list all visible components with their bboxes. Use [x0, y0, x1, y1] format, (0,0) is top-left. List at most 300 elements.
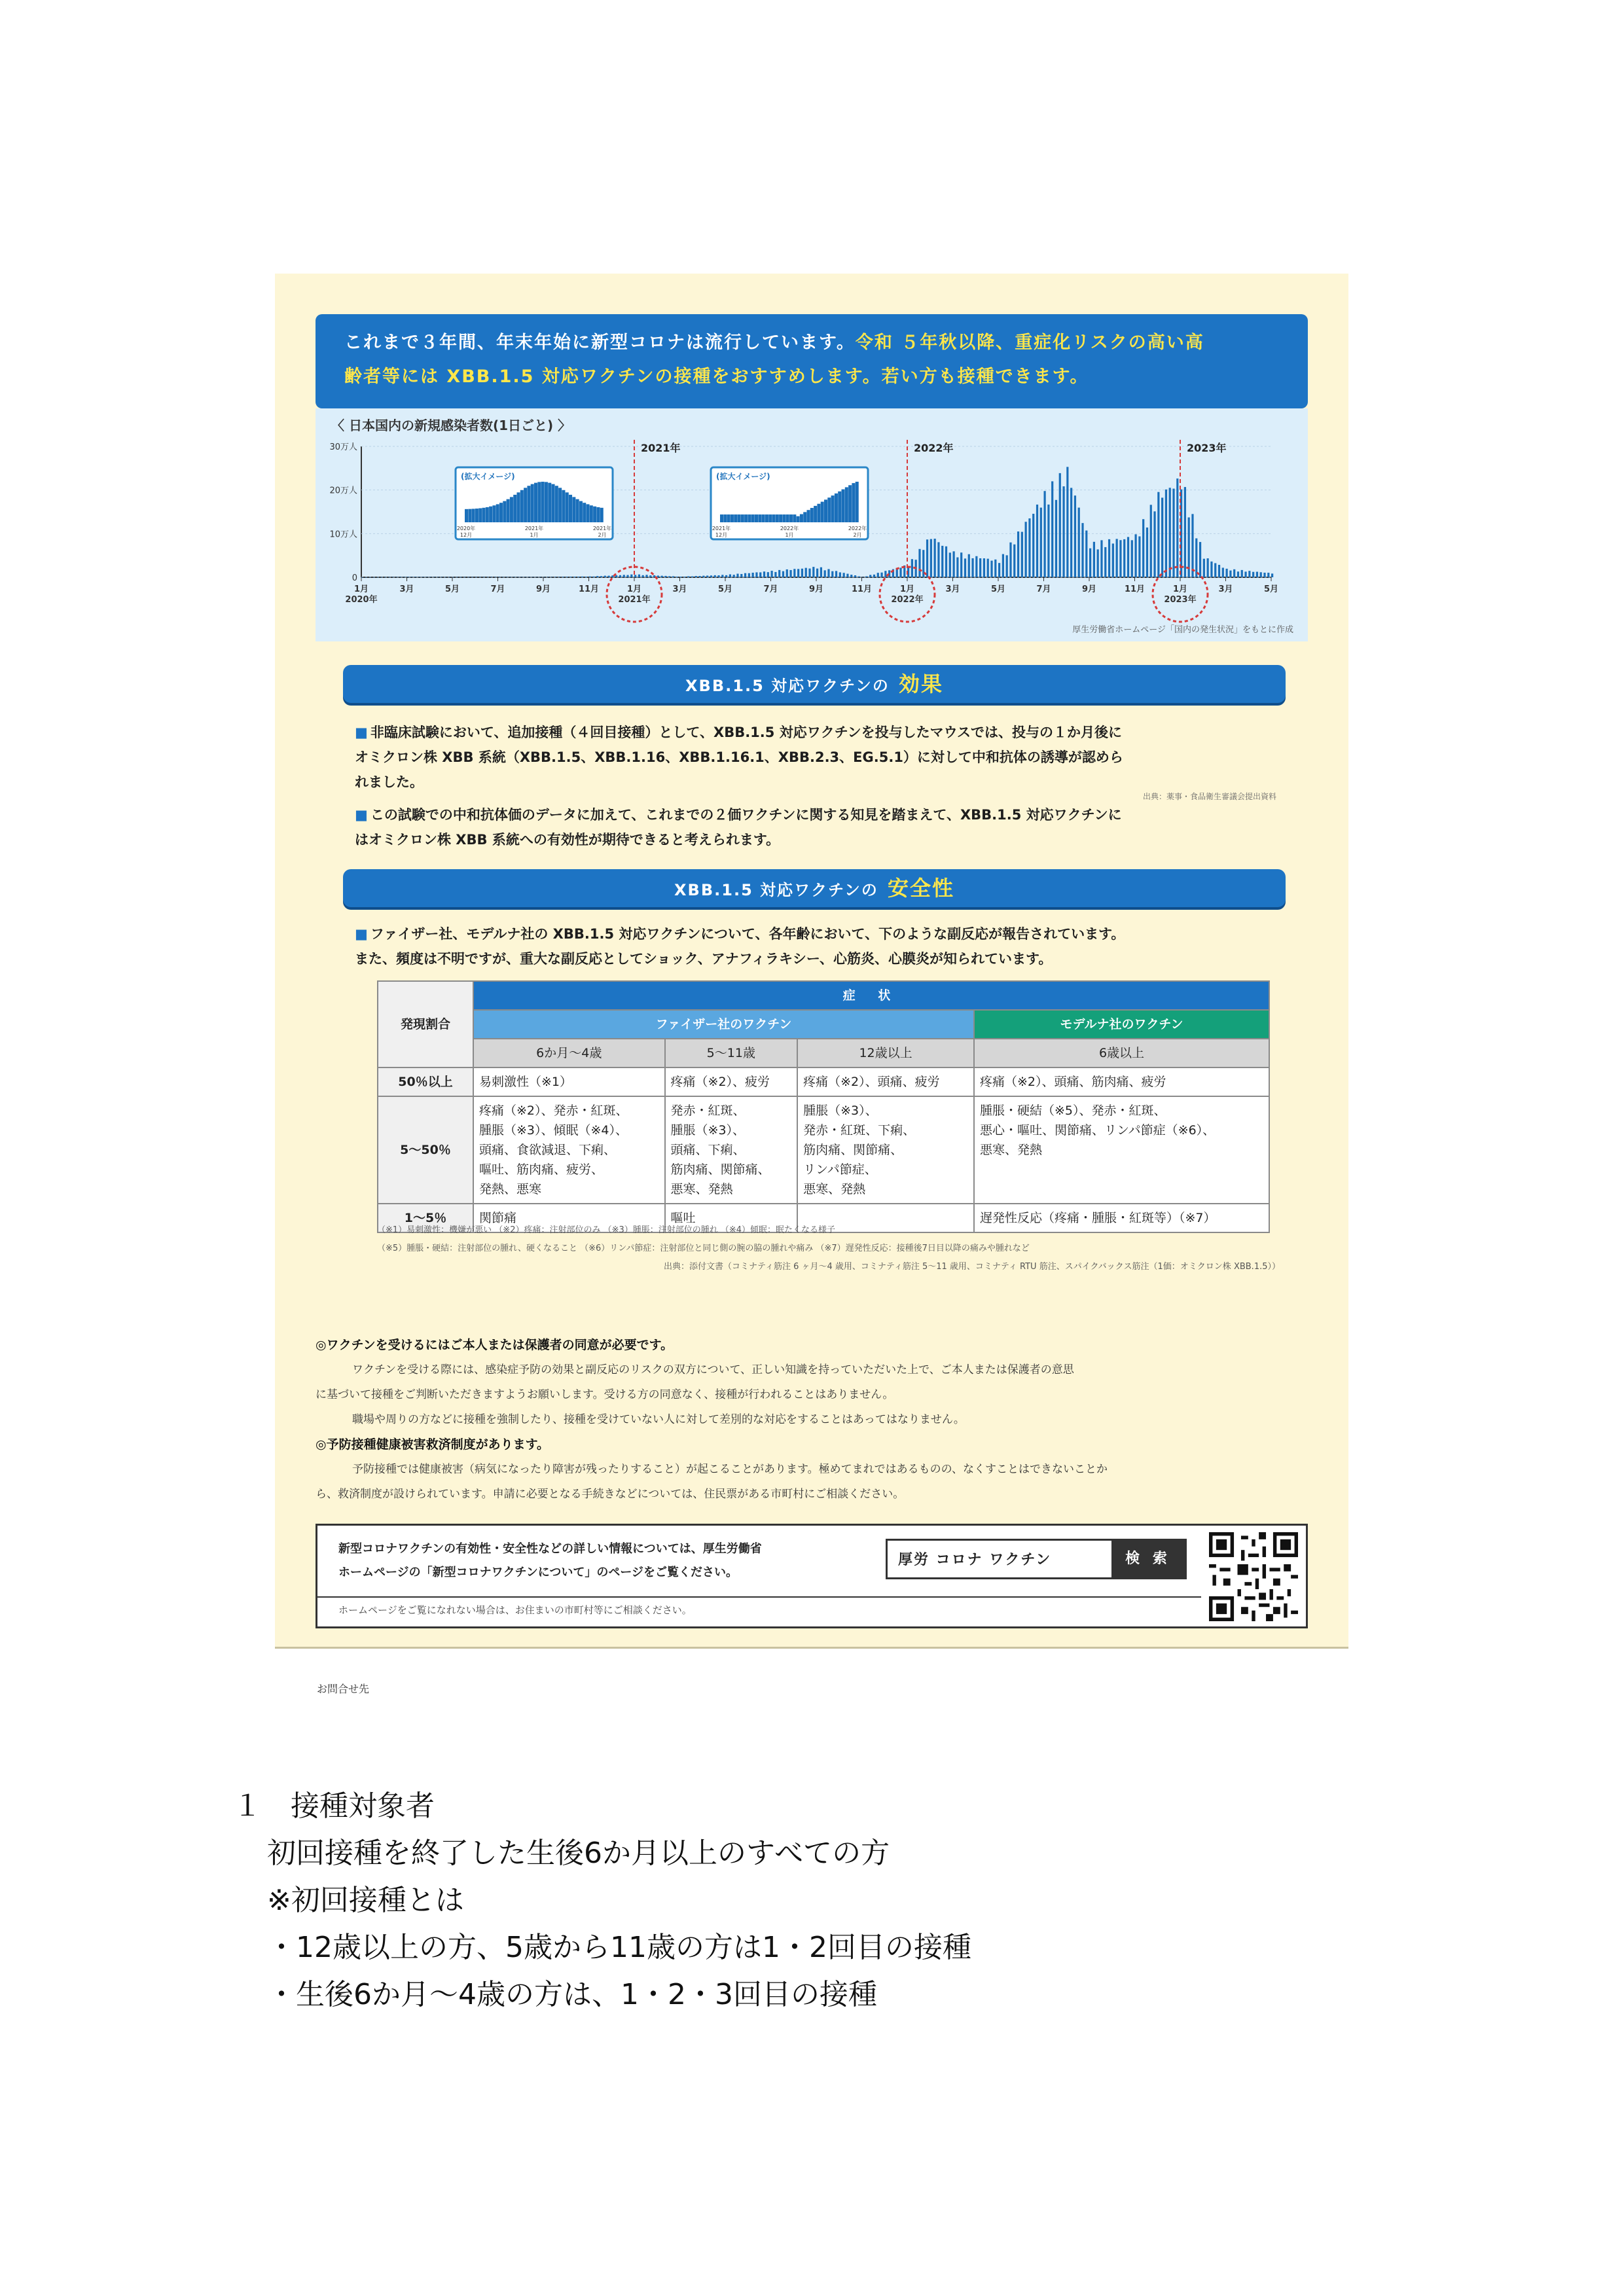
case-bar: [899, 567, 901, 577]
case-bar: [968, 554, 970, 577]
case-bar: [721, 575, 723, 577]
case-bar: [1097, 549, 1099, 577]
case-bar: [869, 575, 871, 577]
case-bar: [759, 572, 761, 577]
inset-2022-bar: [845, 487, 848, 522]
x-tick-label: 2022年: [891, 595, 924, 605]
case-bar: [539, 577, 541, 578]
inset-2022-bar: [824, 499, 827, 522]
case-bar: [388, 577, 390, 578]
inset-2022-bar: [789, 514, 793, 522]
case-bar: [1241, 570, 1243, 577]
case-bar: [824, 570, 826, 577]
rate-cell: 50％以上: [378, 1067, 473, 1096]
case-bar: [729, 575, 731, 577]
case-bar: [1260, 572, 1262, 577]
case-bar: [1169, 488, 1171, 577]
age-header: 5～11歳: [665, 1039, 798, 1067]
case-bar: [1078, 508, 1080, 577]
case-bar: [1017, 531, 1019, 577]
x-tick-label: 1月: [626, 584, 642, 594]
case-bar: [1089, 548, 1091, 577]
case-bar: [801, 569, 803, 577]
case-bar: [1025, 522, 1027, 577]
case-bar: [877, 573, 879, 577]
case-bar: [490, 577, 492, 578]
case-bar: [642, 575, 644, 577]
symptom-cell: 疼痛（※2）、頭痛、疲労: [797, 1067, 974, 1096]
case-bar: [475, 577, 477, 578]
inset-2022-bar: [723, 514, 727, 522]
case-bar: [862, 577, 864, 578]
x-tick-label: 11月: [578, 584, 600, 594]
case-bar: [797, 569, 799, 577]
case-bar: [547, 577, 549, 578]
case-bar: [372, 577, 374, 578]
case-bar: [429, 577, 431, 578]
case-bar: [1055, 500, 1057, 577]
case-bar: [714, 575, 716, 577]
inset-2022-bar: [803, 512, 806, 522]
case-bar: [437, 577, 439, 578]
case-bar: [1009, 543, 1011, 577]
inset-2021-bar: [586, 504, 590, 522]
case-bar: [1104, 547, 1106, 577]
case-bar: [846, 574, 848, 577]
case-bar: [463, 577, 465, 578]
inset-2022-tick: 2021年: [712, 526, 731, 531]
relief-heading: ◎予防接種健康被害救済制度があります。: [316, 1437, 550, 1452]
inset-2021-bar: [534, 483, 537, 522]
symptom-cell: 遅発性反応（疼痛・腫脹・紅斑等）（※7）: [974, 1204, 1269, 1232]
case-bar: [827, 569, 829, 577]
inset-2021-tick: 1月: [530, 532, 539, 538]
x-tick-label: 7月: [490, 584, 505, 594]
inset-2021-bar: [552, 484, 555, 522]
age-header: 12歳以上: [797, 1039, 974, 1067]
x-tick-label: 3月: [672, 584, 687, 594]
info-divider: [317, 1596, 1201, 1598]
x-tick-label: 3月: [399, 584, 414, 594]
inset-2021-bar: [489, 507, 492, 522]
cases-chart-panel: [316, 408, 1308, 641]
case-bar: [1226, 569, 1228, 577]
inset-2021-bar: [566, 492, 569, 522]
inset-2022-bar: [848, 485, 852, 522]
case-bar: [1123, 539, 1125, 577]
case-bar: [668, 576, 670, 577]
safety-p1b: また、頻度は不明ですが、重大な副反応としてショック、アナフィラキシー、心筋炎、心膜炎が知られています。: [355, 951, 1053, 967]
inset-2021-bar: [517, 492, 520, 522]
inset-2021-tick: 2021年: [592, 526, 612, 531]
inset-2022-bar: [831, 495, 835, 522]
inset-2022-bar: [741, 514, 744, 522]
inset-2021-bar: [569, 495, 572, 522]
case-bar: [657, 575, 659, 577]
search-button[interactable]: 検 索: [1111, 1541, 1185, 1577]
case-bar: [1184, 487, 1186, 577]
case-bar: [1176, 478, 1178, 577]
case-bar: [535, 577, 537, 578]
case-bar: [1256, 572, 1258, 577]
case-bar: [1047, 505, 1049, 577]
effect-p1: 非臨床試験において、追加接種（４回目接種）として、XBB.1.5 対応ワクチンを投与したマウスでは、投与の１か月後に: [370, 725, 1123, 740]
case-bar: [1135, 534, 1137, 577]
info-subtext: ホームページをご覧になれない場合は、お住まいの市町村等にご相談ください。: [338, 1604, 692, 1616]
inset-2021-bar: [583, 503, 586, 522]
case-bar: [1172, 489, 1174, 577]
inset-2022-bar: [731, 514, 734, 522]
inset-2021-bar: [541, 482, 545, 522]
inset-2021-bar: [558, 488, 562, 522]
case-bar: [1210, 562, 1212, 577]
case-bar: [1207, 558, 1209, 577]
x-tick-label: 5月: [717, 584, 733, 594]
year-marker-label: 2022年: [914, 442, 954, 454]
case-bar: [941, 546, 943, 577]
case-bar: [1051, 481, 1053, 577]
relief-text-1b: ら、救済制度が設けられています。申請に必要となる手続きなどについては、住民票がある市町村にご相談ください。: [316, 1488, 905, 1501]
case-bar: [880, 573, 882, 577]
case-bar: [1233, 569, 1235, 577]
case-bar: [543, 577, 545, 578]
x-tick-label: 5月: [990, 584, 1006, 594]
case-bar: [748, 573, 750, 577]
inset-2021-bar: [537, 482, 541, 522]
inset-2022-bar: [835, 493, 838, 522]
case-bar: [1161, 497, 1163, 577]
case-bar: [634, 575, 636, 577]
inset-2022-tick: 2022年: [848, 526, 867, 531]
case-bar: [520, 577, 522, 578]
inset-2021-bar: [468, 509, 471, 522]
case-bar: [934, 539, 936, 577]
info-line-2: ホームページの「新型コロナワクチンについて」のページをご覧ください。: [338, 1566, 738, 1579]
case-bar: [501, 577, 503, 578]
case-bar: [376, 577, 378, 578]
case-bar: [661, 576, 663, 577]
y-tick-label: 10万人: [329, 529, 357, 540]
case-bar: [604, 576, 606, 577]
banner-text-3: 齢者等には XBB.1.5 対応ワクチンの接種をおすすめします。若い方も接種できます。: [344, 367, 1089, 387]
safety-header-title: XBB.1.5 対応ワクチンの: [674, 881, 878, 899]
year-marker-label: 2021年: [641, 442, 681, 454]
case-bar: [615, 575, 617, 577]
case-bar: [789, 570, 791, 577]
inset-2022-bar: [817, 504, 820, 522]
inset-2022-bar: [720, 514, 723, 522]
case-bar: [361, 577, 363, 578]
effect-p2b: はオミクロン株 XBB 系統への有効性が期待できると考えられます。: [355, 832, 780, 848]
case-bar: [1195, 539, 1197, 577]
case-bar: [717, 575, 719, 577]
case-bar: [1021, 532, 1023, 577]
case-bar: [990, 561, 992, 577]
side-effects-table: [377, 980, 1270, 1233]
inset-2022-tick: 2月: [853, 532, 862, 538]
case-bar: [812, 567, 814, 577]
case-bar: [1252, 572, 1254, 577]
case-bar: [763, 571, 765, 577]
case-bar: [1229, 571, 1231, 577]
case-bar: [767, 572, 769, 577]
rate-cell: 5～50％: [378, 1096, 473, 1204]
inset-2021-bar: [520, 490, 524, 522]
consent-heading: ◎ワクチンを受けるにはご本人または保護者の同意が必要です。: [316, 1338, 674, 1352]
inset-2022-tick: 12月: [715, 532, 728, 538]
case-bar: [964, 558, 966, 577]
effect-source: 出典：薬事・食品衛生審議会提出資料: [1142, 792, 1276, 801]
eligibility-line-3: ・12歳以上の方、5歳から11歳の方は1・2回目の接種: [267, 1931, 971, 1964]
case-bar: [513, 577, 515, 578]
inset-2021-label: (拡大イメージ): [461, 472, 515, 481]
case-bar: [1214, 563, 1216, 577]
inset-2022-bar: [786, 514, 789, 522]
chart-title: 〈 日本国内の新規感染者数(1日ごと) 〉: [331, 418, 571, 433]
effect-p1b: オミクロン株 XBB 系統（XBB.1.5、XBB.1.16、XBB.1.16.1、XBB.2.3、EG.5.1）に対して中和抗体の誘導が認めら: [355, 749, 1123, 765]
x-tick-label: 1月: [353, 584, 369, 594]
case-bar: [725, 575, 727, 577]
case-bar: [1085, 531, 1087, 577]
inset-2022-bar: [744, 514, 748, 522]
chart-source: 厚生労働省ホームページ「国内の発生状況」をもとに作成: [1072, 625, 1293, 635]
inset-2021-bar: [465, 509, 468, 522]
case-bar: [444, 577, 446, 578]
x-tick-label: 2020年: [345, 595, 378, 605]
inset-2021-bar: [596, 507, 600, 522]
inset-2021-bar: [531, 484, 534, 522]
consent-text-1: ワクチンを受ける際には、感染症予防の効果と副反応のリスクの双方について、正しい知識を持っていただいた上で、ご本人または保護者の意思: [352, 1363, 1074, 1376]
case-bar: [930, 539, 932, 577]
case-bar: [403, 577, 405, 578]
x-tick-label: 2023年: [1164, 595, 1197, 605]
case-bar: [1153, 511, 1155, 577]
symptom-cell: 腫脹（※3）、 発赤・紅斑、下痢、 筋肉痛、関節痛、 リンパ節症、 悪寒、発熱: [797, 1096, 974, 1204]
x-tick-label: 1月: [899, 584, 915, 594]
case-bar: [805, 568, 807, 577]
case-bar: [1040, 508, 1042, 577]
pfizer-header: ファイザー社のワクチン: [473, 1010, 974, 1039]
symptom-cell: 疼痛（※2）、疲労: [665, 1067, 798, 1096]
symptom-cell: 関節痛: [473, 1204, 665, 1232]
inset-2021-bar: [492, 505, 496, 522]
case-bar: [1146, 528, 1148, 577]
case-bar: [752, 573, 754, 577]
safety-header-highlight: 安全性: [887, 876, 954, 901]
case-bar: [956, 558, 958, 577]
case-bar: [494, 577, 496, 578]
inset-2022-bar: [751, 514, 755, 522]
effect-header-title: XBB.1.5 対応ワクチンの: [685, 677, 890, 695]
case-bar: [706, 575, 708, 577]
inset-2021-bar: [600, 508, 604, 522]
case-bar: [1066, 467, 1068, 577]
case-bar: [771, 571, 773, 577]
x-tick-label: 9月: [535, 584, 551, 594]
symptom-cell: 発赤・紅斑、 腫脹（※3）、 頭痛、下痢、 筋肉痛、関節痛、 悪寒、発熱: [665, 1096, 798, 1204]
case-bar: [1157, 492, 1159, 577]
inset-2021-bar: [593, 507, 596, 522]
case-bar: [918, 549, 920, 577]
inset-2022-bar: [797, 516, 800, 522]
case-bar: [1248, 571, 1250, 577]
inset-2021-tick: 12月: [460, 532, 473, 538]
effect-header: [343, 665, 1286, 703]
case-bar: [884, 571, 886, 577]
case-bar: [607, 576, 609, 577]
x-tick-label: 3月: [1218, 584, 1233, 594]
info-line-1: 新型コロナワクチンの有効性・安全性などの詳しい情報については、厚生労働省: [338, 1542, 762, 1556]
case-bar: [1100, 540, 1102, 577]
effect-paragraph-1: ■ 非臨床試験において、追加接種（４回目接種）として、XBB.1.5 対応ワクチンを投与したマウスでは、投与の１か月後に オミクロン株 XBB 系統（XBB.1.5、XBB.1.16、XBB.1.16.1、XBB.2.3、EG.5.1）に対して中和抗体の誘導が認めら れました。: [355, 725, 1123, 790]
case-bar: [391, 577, 393, 578]
age-header: 6か月～4歳: [473, 1039, 665, 1067]
case-bar: [600, 576, 602, 577]
inset-2021-bar: [555, 486, 558, 522]
case-bar: [1002, 554, 1004, 577]
case-bar: [672, 576, 674, 577]
case-bar: [740, 574, 742, 577]
inset-2021-bar: [510, 497, 513, 522]
case-bar: [839, 572, 841, 577]
inset-2022-label: (拡大イメージ): [716, 472, 770, 481]
search-query-text: 厚労 コロナ ワクチン: [898, 1552, 1052, 1568]
inset-2021-bar: [579, 501, 583, 522]
inset-2021-bar: [472, 509, 475, 522]
case-bar: [1093, 542, 1095, 577]
case-bar: [1267, 573, 1269, 577]
table-row: [378, 1067, 1269, 1096]
inset-2021-bar: [576, 499, 579, 522]
inset-2021-bar: [548, 483, 551, 522]
inset-2022-bar: [814, 506, 817, 522]
case-bar: [865, 576, 867, 577]
eligibility-line-4: ・生後6か月～4歳の方は、1・2・3回目の接種: [267, 1978, 877, 2011]
inset-2022-bar: [821, 502, 824, 522]
inset-2021-bar: [524, 488, 527, 522]
inset-2022-bar: [748, 514, 751, 522]
effect-p2: この試験での中和抗体価のデータに加えて、これまでの２価ワクチンに関する知見を踏まえて、XBB.1.5 対応ワクチンに: [370, 807, 1122, 823]
footnote-1: （※1）易刺激性：機嫌が悪い （※2）疼痛：注射部位のみ （※3）腫脹：注射部位の腫れ （※4）傾眠：眠たくなる様子: [377, 1225, 836, 1235]
cases-chart: [316, 408, 1308, 641]
qr-code-icon[interactable]: [1209, 1532, 1298, 1621]
vaccine-flyer: [275, 274, 1348, 1649]
age-header: 6歳以上: [974, 1039, 1269, 1067]
case-bar: [395, 577, 397, 578]
case-bar: [994, 560, 996, 577]
case-bar: [1263, 573, 1265, 577]
consent-text-2: 職場や周りの方などに接種を強制したり、接種を受けていない人に対して差別的な対応をすることはあってはなりません。: [352, 1413, 965, 1426]
inset-2022-bar: [782, 514, 785, 522]
x-tick-label: 1月: [1172, 584, 1188, 594]
case-bar: [1062, 486, 1064, 577]
symptom-cell: 腫脹・硬結（※5）、発赤・紅斑、 悪心・嘔吐、関節痛、リンパ節症（※6）、 悪寒、発熱: [974, 1096, 1269, 1204]
case-bar: [1108, 539, 1110, 577]
inset-2022-bar: [765, 514, 768, 522]
case-bar: [702, 576, 704, 577]
inset-2021-bar: [590, 505, 593, 522]
case-bar: [649, 575, 651, 577]
case-bar: [619, 575, 621, 577]
case-bar: [1127, 537, 1129, 577]
inset-2021-tick: 2月: [598, 532, 607, 538]
search-box[interactable]: [886, 1539, 1187, 1579]
inset-2022-tick: 1月: [785, 532, 794, 538]
case-bar: [979, 558, 981, 577]
eligibility-line-1: 初回接種を終了した生後6か月以上のすべての方: [267, 1837, 890, 1870]
x-tick-label: 5月: [1263, 584, 1279, 594]
case-bar: [433, 577, 435, 578]
case-bar: [1165, 490, 1167, 577]
case-bar: [479, 577, 481, 578]
case-bar: [1116, 539, 1118, 577]
inset-2022-bar: [807, 510, 810, 522]
case-bar: [1131, 540, 1133, 577]
case-bar: [516, 577, 518, 578]
case-bar: [1142, 519, 1144, 577]
case-bar: [410, 577, 412, 578]
case-bar: [456, 577, 458, 578]
case-bar: [778, 570, 780, 577]
case-bar: [482, 577, 484, 578]
symptom-cell: 疼痛（※2）、頭痛、筋肉痛、疲労: [974, 1067, 1269, 1096]
case-bar: [873, 575, 875, 577]
y-tick-label: 0: [352, 573, 357, 583]
x-tick-label: 11月: [851, 584, 873, 594]
inset-2022-bar: [738, 514, 741, 522]
case-bar: [1244, 571, 1246, 577]
case-bar: [835, 571, 837, 577]
inset-2021-bar: [545, 482, 548, 522]
case-bar: [937, 542, 939, 577]
case-bar: [774, 572, 776, 577]
case-bar: [1013, 545, 1015, 577]
x-tick-label: 9月: [1081, 584, 1097, 594]
case-bar: [793, 569, 795, 577]
effect-header-highlight: 効果: [898, 672, 943, 696]
table-row: [378, 1096, 1269, 1204]
case-bar: [808, 569, 810, 577]
case-bar: [698, 576, 700, 577]
case-bar: [452, 577, 454, 578]
case-bar: [1150, 505, 1152, 577]
case-bar: [971, 558, 973, 577]
eligibility-line-2: ※初回接種とは: [267, 1884, 464, 1917]
case-bar: [1271, 573, 1273, 577]
case-bar: [626, 575, 628, 577]
inset-2021-bar: [507, 499, 510, 522]
inset-2022-bar: [762, 514, 765, 522]
inset-2022-bar: [734, 514, 737, 522]
case-bar: [744, 573, 746, 577]
case-bar: [460, 577, 462, 578]
case-bar: [1203, 559, 1205, 577]
case-bar: [1006, 555, 1008, 577]
inset-2021-bar: [482, 508, 486, 522]
inset-2022-bar: [793, 514, 796, 522]
case-bar: [1036, 505, 1038, 577]
eligibility-section: [233, 1783, 971, 2018]
case-bar: [975, 556, 977, 577]
case-bar: [733, 575, 735, 577]
case-bar: [1119, 540, 1121, 577]
footnote-2: （※5）腫脹・硬結：注射部位の腫れ、硬くなること （※6）リンパ節症：注射部位と同じ側の腕の脇の腫れや痛み （※7）遅発性反応：接種後7日目以降の痛みや腫れなど: [377, 1244, 1030, 1253]
x-tick-label: 5月: [444, 584, 460, 594]
case-bar: [425, 577, 427, 578]
case-bar: [782, 571, 784, 577]
case-bar: [987, 559, 989, 577]
symptom-cell: 易刺激性（※1）: [473, 1067, 665, 1096]
